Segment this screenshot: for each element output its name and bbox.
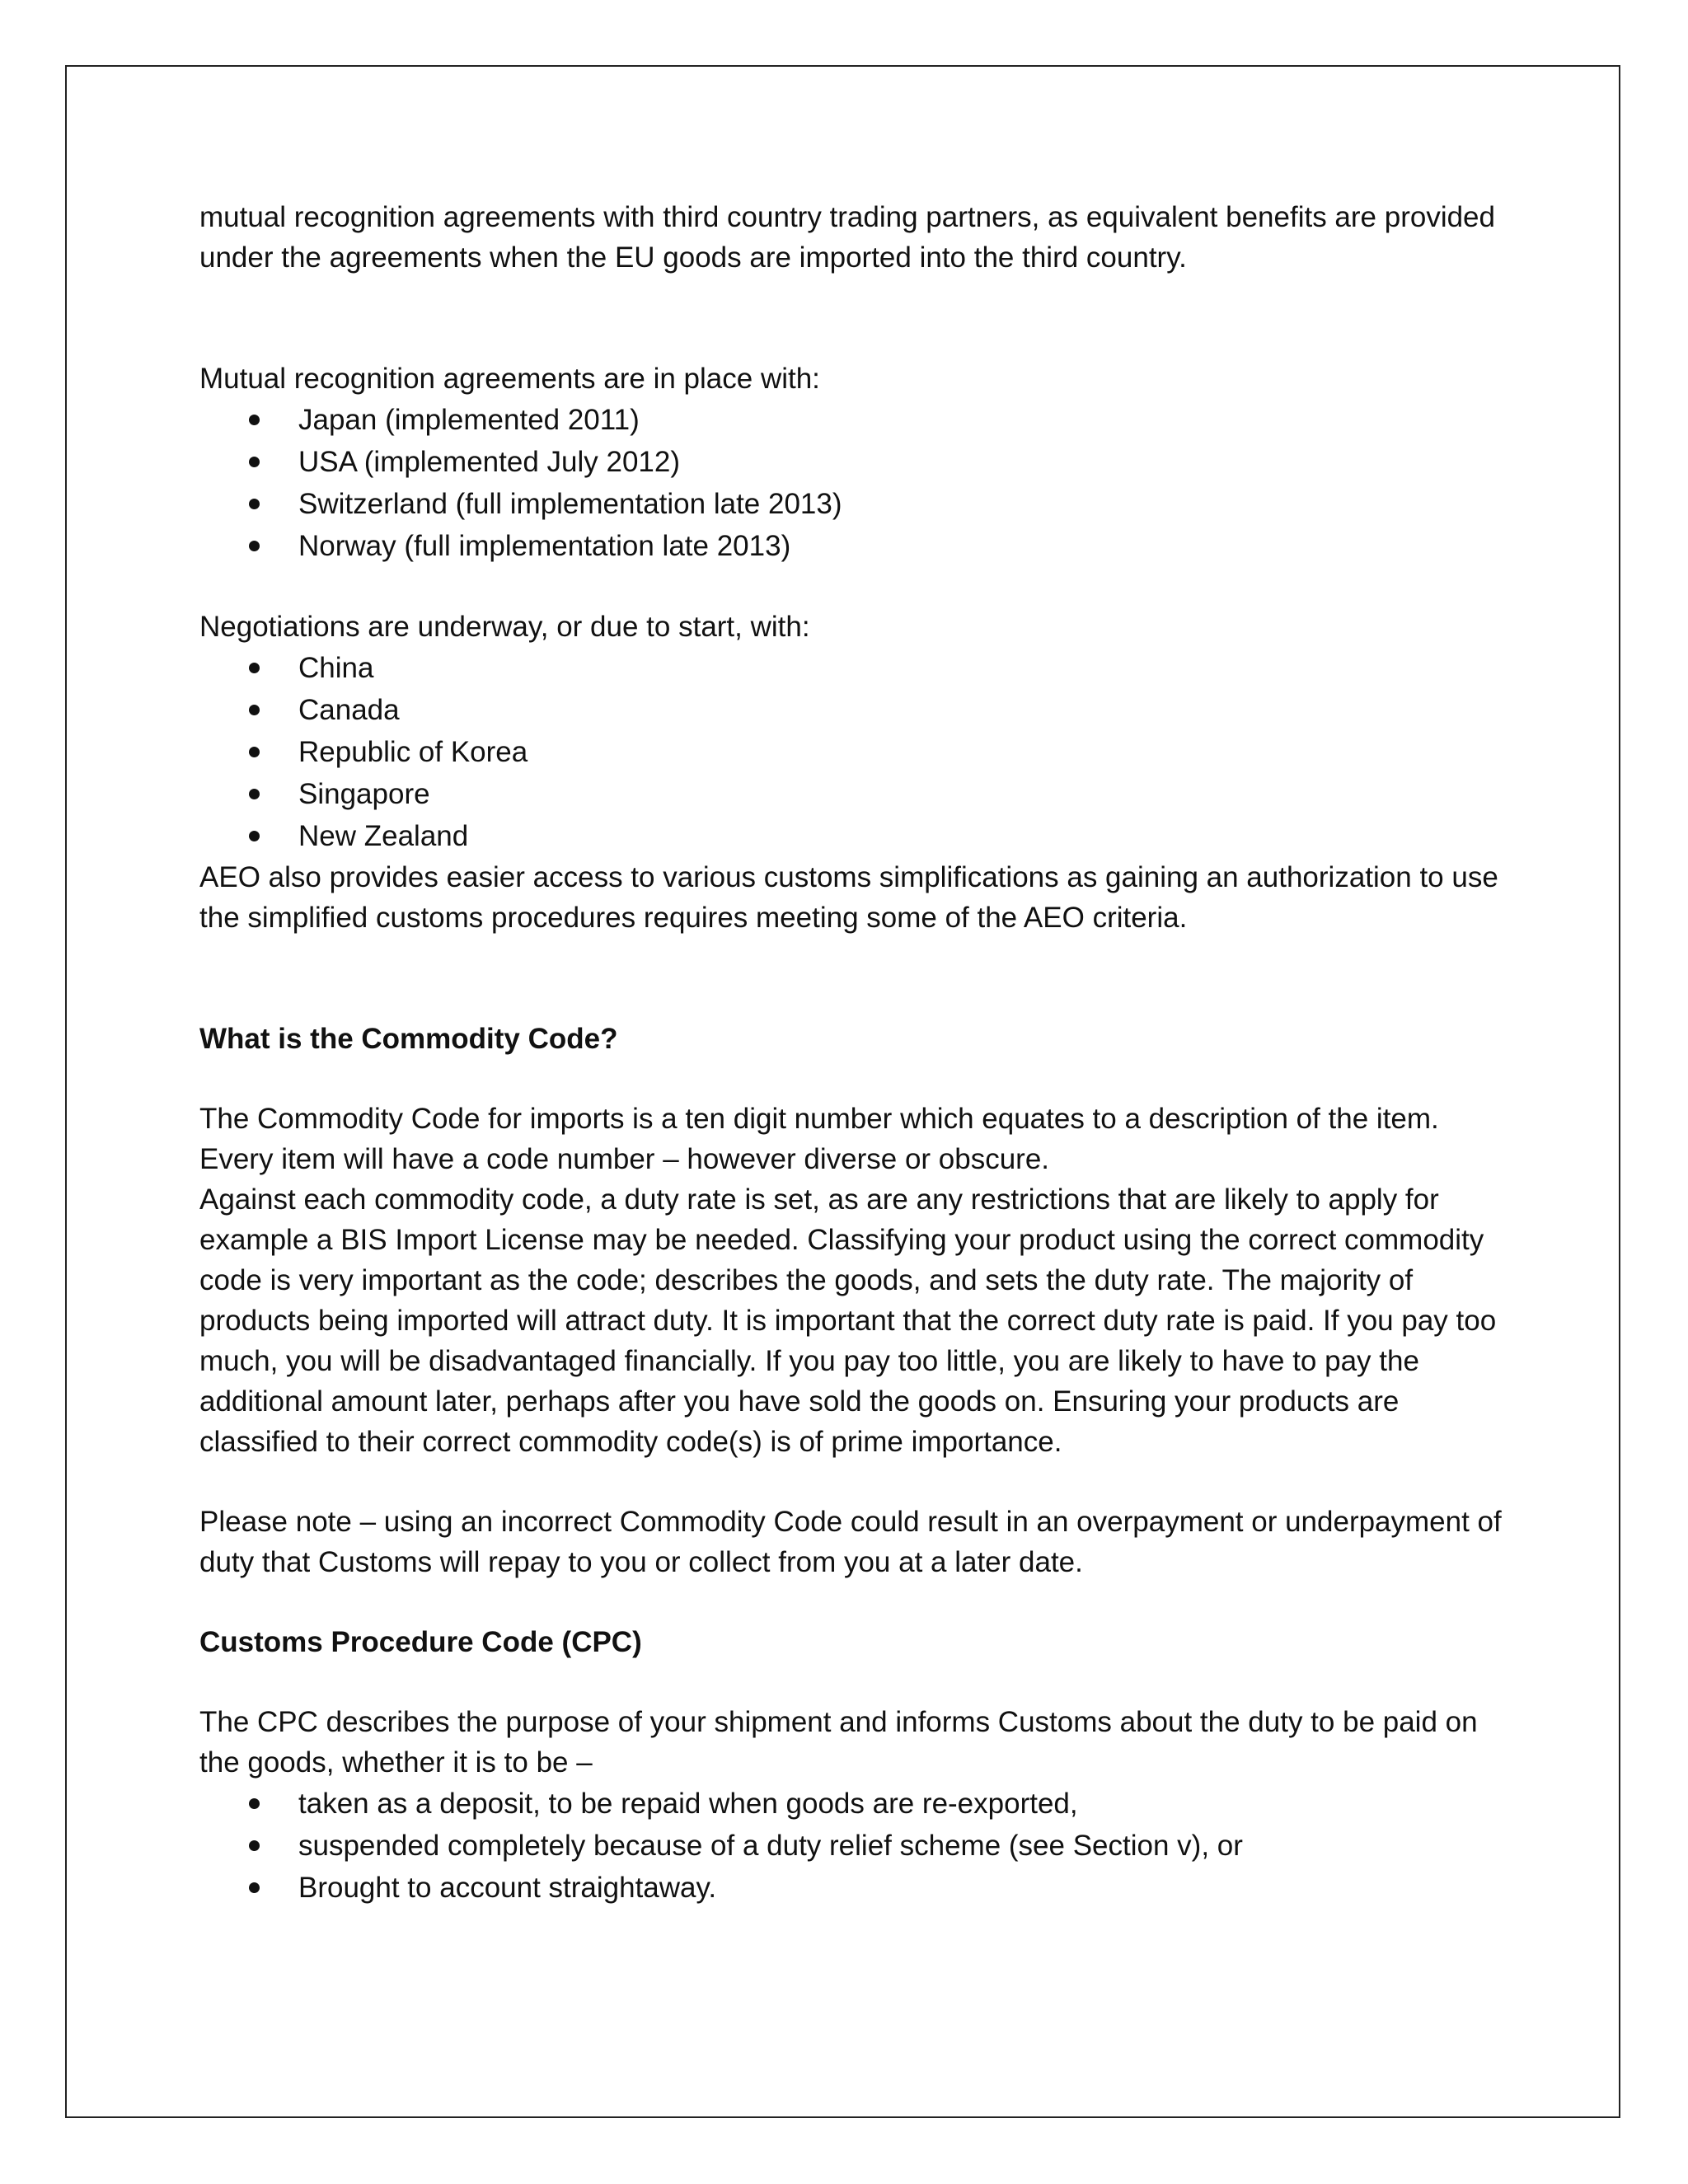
list-item: Japan (implemented 2011)	[199, 399, 1502, 441]
list-item: Singapore	[199, 773, 1502, 815]
list-item: Canada	[199, 689, 1502, 731]
bullet-icon	[249, 1840, 260, 1851]
bullet-icon	[249, 831, 260, 841]
bullet-icon	[249, 1798, 260, 1809]
bullet-icon	[249, 1882, 260, 1893]
bullet-icon	[249, 747, 260, 757]
list-item: China	[199, 647, 1502, 689]
bullet-icon	[249, 415, 260, 425]
document-body	[199, 197, 1502, 1909]
cpc-list	[199, 1783, 1502, 1909]
negotiations-list	[199, 647, 1502, 857]
bullet-icon	[249, 705, 260, 715]
list-item: Norway (full implementation late 2013)	[199, 525, 1502, 567]
bullet-icon	[249, 457, 260, 467]
bullet-icon	[249, 499, 260, 509]
commodity-heading: What is the Commodity Code?	[199, 1023, 618, 1055]
list-item: Republic of Korea	[199, 731, 1502, 773]
list-item: taken as a deposit, to be repaid when goods are re-exported,	[199, 1783, 1502, 1825]
list-item: suspended completely because of a duty relief scheme (see Section v), or	[199, 1825, 1502, 1867]
intro-paragraph: mutual recognition agreements with third country trading partners, as equivalent benefits are provided under the agreements when the EU goods are imported into the third country.	[199, 201, 1495, 274]
cpc-heading: Customs Procedure Code (CPC)	[199, 1626, 642, 1658]
list-item: New Zealand	[199, 815, 1502, 857]
commodity-paragraph-1: The Commodity Code for imports is a ten digit number which equates to a description of the item. Every item will have a code number – however diverse or obscure.	[199, 1103, 1439, 1175]
list-item: Switzerland (full implementation late 2013)	[199, 483, 1502, 525]
negotiations-lead: Negotiations are underway, or due to start, with:	[199, 611, 810, 643]
commodity-note: Please note – using an incorrect Commodity Code could result in an overpayment or underpayment of duty that Customs will repay to you or collect from you at a later date.	[199, 1506, 1502, 1578]
aeo-paragraph: AEO also provides easier access to various customs simplifications as gaining an authorization to use the simplified customs procedures requires meeting some of the AEO criteria.	[199, 861, 1498, 934]
mra-lead: Mutual recognition agreements are in place with:	[199, 363, 820, 395]
cpc-paragraph: The CPC describes the purpose of your shipment and informs Customs about the duty to be paid on the goods, whether it is to be –	[199, 1706, 1478, 1779]
bullet-icon	[249, 789, 260, 799]
commodity-paragraph-2: Against each commodity code, a duty rate is set, as are any restrictions that are likely to apply for example a BIS Import License may be needed. Classifying your product using the correct commodity code is very important as the code; describes the goods, and sets the duty rate. The majority of products being imported will attract duty. It is important that the correct duty rate is paid. If you pay too much, you will be disadvantaged financially. If you pay too little, you are likely to have to pay the additional amount later, perhaps after you have sold the goods on. Ensuring your products are classified to their correct commodity code(s) is of prime importance.	[199, 1183, 1497, 1458]
bullet-icon	[249, 541, 260, 551]
list-item: USA (implemented July 2012)	[199, 441, 1502, 483]
list-item: Brought to account straightaway.	[199, 1867, 1502, 1909]
bullet-icon	[249, 663, 260, 673]
mra-list	[199, 399, 1502, 567]
